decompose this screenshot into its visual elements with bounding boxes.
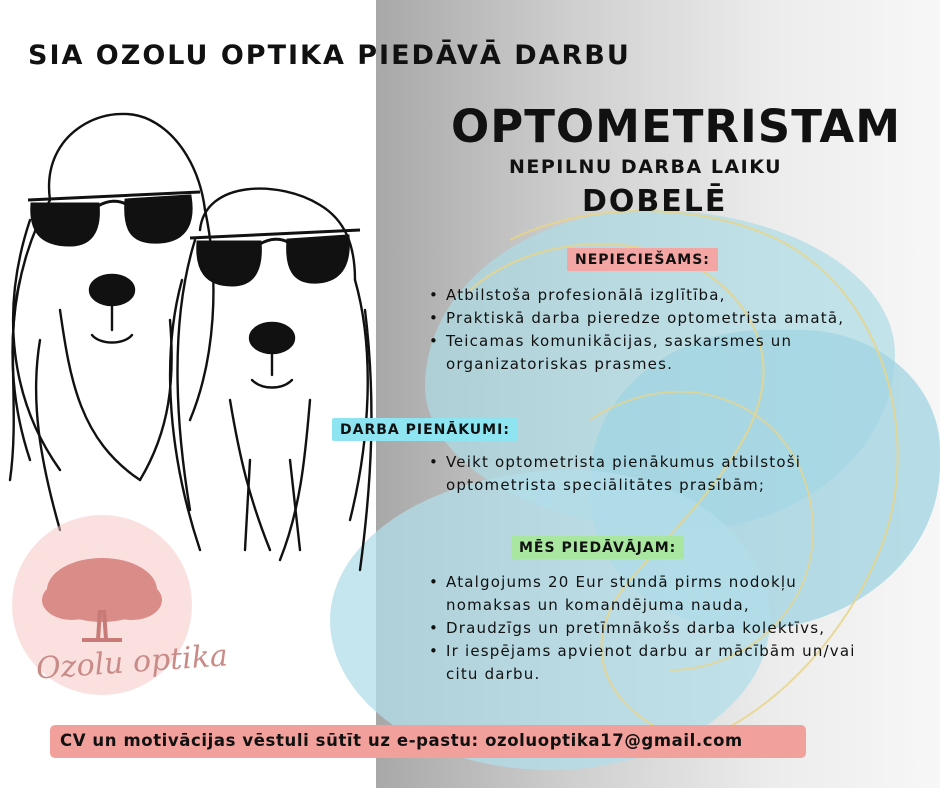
list-item: • Atalgojums 20 Eur stundā pirms nodokļu <box>426 571 856 594</box>
list-item-continuation: optometrista speciālitātes prasībām; <box>446 476 766 494</box>
duties-list <box>426 451 801 497</box>
list-item: • Draudzīgs un pretīmnākošs darba kolektīvs, <box>426 617 856 640</box>
list-item: • Praktiskā darba pieredze optometrista amatā, <box>426 307 844 330</box>
list-item: • Ir iespējams apvienot darbu ar mācībām un/vai <box>426 640 856 663</box>
duties-tag: DARBA PIENĀKUMI: <box>332 418 518 441</box>
contact-text: CV un motivācijas vēstuli sūtīt uz e-pastu: ozoluoptika17@gmail.com <box>60 731 743 750</box>
position-title: OPTOMETRISTAM <box>451 100 902 153</box>
schedule-subtitle: NEPILNU DARBA LAIKU <box>509 156 783 178</box>
list-item: • Atbilstoša profesionālā izglītība, <box>426 284 844 307</box>
list-item: • Veikt optometrista pienākumus atbilstoši <box>426 451 801 474</box>
contact-bar <box>50 725 806 758</box>
offer-tag: MĒS PIEDĀVĀJAM: <box>511 536 684 559</box>
list-item-continuation: organizatoriskas prasmes. <box>446 355 674 373</box>
logo-text: Ozolu optika <box>35 638 229 687</box>
list-item-continuation: nomaksas un komandējuma nauda, <box>446 596 750 614</box>
list-item: • Teicamas komunikācijas, saskarsmes un <box>426 330 844 353</box>
company-headline: SIA OZOLU OPTIKA PIEDĀVĀ DARBU <box>28 40 631 71</box>
city-title: DOBELĒ <box>582 184 728 219</box>
requirements-tag: NEPIECIEŠAMS: <box>567 248 718 271</box>
offer-list <box>426 571 856 686</box>
requirements-list <box>426 284 844 376</box>
list-item-continuation: citu darbu. <box>446 665 541 683</box>
